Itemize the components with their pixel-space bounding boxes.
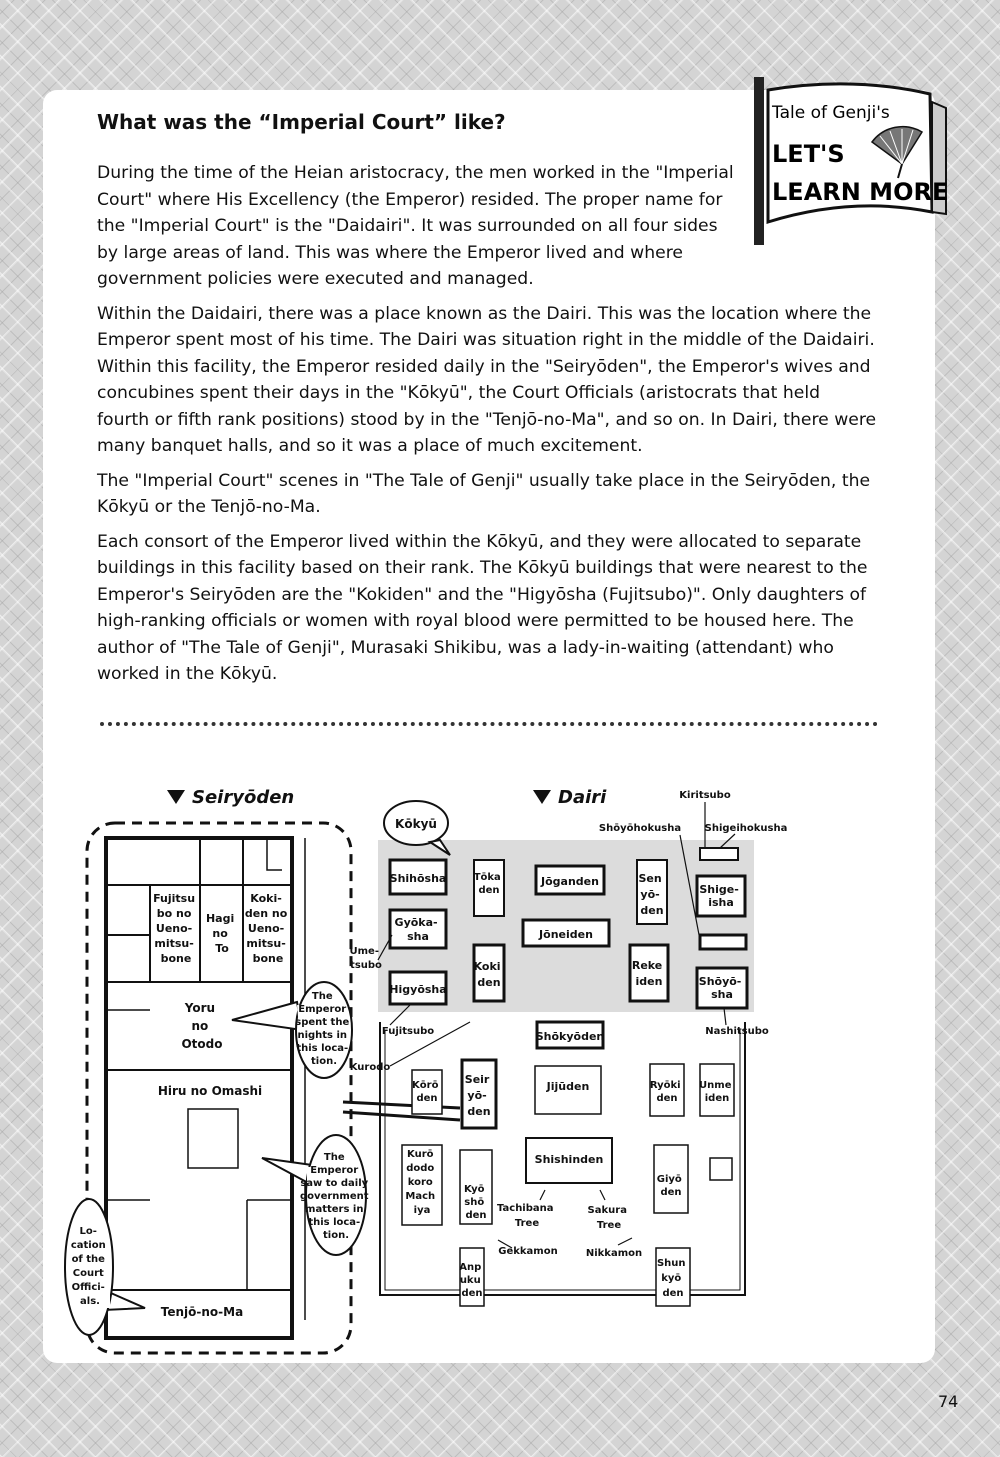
room-yoru-no-otodo: Yoru no Otodo <box>181 1001 223 1051</box>
svg-text:Ryōki den: Ryōki den <box>649 1080 681 1104</box>
svg-text:Shun kyō den: Shun kyō den <box>656 1258 686 1299</box>
label-nikkamon: Nikkamon <box>585 1248 643 1259</box>
building-shoyohokusha <box>700 935 746 949</box>
svg-text:Shishinden: Shishinden <box>534 1153 604 1166</box>
svg-text:Reke iden: Reke iden <box>631 959 663 988</box>
room-hagi-no-to: Hagi no To <box>205 912 235 955</box>
label-umetsubo: Ume- tsubo <box>349 946 382 971</box>
building-kokiden <box>474 945 504 1001</box>
label-kurodo: Kurodo <box>349 1062 391 1073</box>
svg-text:Shōyō- sha: Shōyō- sha <box>698 975 742 1001</box>
label-gekkamon: Gekkamon <box>498 1246 558 1257</box>
svg-text:Anp uku den: Anp uku den <box>459 1262 483 1299</box>
label-kiritsubo: Kiritsubo <box>679 790 731 801</box>
svg-text:The Emperor sa: The Emperor saw to daily government matters in this loca- tion. <box>300 1152 369 1241</box>
dairi-map <box>350 787 788 1306</box>
svg-text:Lo- cation of: Lo- cation of the Court Offici- als. <box>70 1226 106 1307</box>
svg-text:Shige- isha: Shige- isha <box>699 883 739 909</box>
paragraph-kokyu: Each consort of the Emperor lived within the Kōkyū, and they were allocated to separate buildings in this facility based on their rank. The Kōkyū buildings that were nearest to the Emperor's Seiryōden are the "Kokiden" and the "Higyōsha (Fujitsubo)". Only daughters of high-ranking officials or women with royal blood were permitted to be housed here. The author of "The Tale of Genji", Murasaki Shikibu, was a lady-in-waiting (attendant) who worked in the Kōkyū. <box>97 531 868 684</box>
svg-text:Tōka den: Tōka den <box>473 872 501 896</box>
svg-text:Kōrō den: Kōrō den <box>412 1080 439 1104</box>
svg-text:Shihōsha: Shihōsha <box>389 872 447 885</box>
page-title: What was the “Imperial Court” like? <box>97 110 506 134</box>
callout-court-officials <box>65 1199 145 1335</box>
label-shigeihokusha: Shigeihokusha <box>704 823 788 834</box>
svg-text:Seir yō- den: Seir yō- den <box>464 1073 491 1118</box>
building-rekeiden <box>630 945 668 1001</box>
svg-text:Jōneiden: Jōneiden <box>539 928 593 941</box>
svg-text:Gyōka- sha: Gyōka- sha <box>394 916 438 943</box>
label-nashitsubo: Nashitsubo <box>705 1026 769 1037</box>
paragraph-scenes: The "Imperial Court" scenes in "The Tale of Genji" usually take place in the Seiryōden, the Kōkyū or the Tenjō-no-Ma. <box>97 470 871 517</box>
paragraph-daidairi: During the time of the Heian aristocracy, the men worked in the "Imperial Court" where His Excellency (the Emperor) resided. The proper name for the "Imperial Court" is the "Daidairi". It was surrounded on all four sides by large areas of land. This was where the Emperor lived and where government policies were executed and managed. <box>97 163 734 289</box>
svg-text:The Emperor sp: The Emperor spent the nights in this loca- tion. <box>295 991 350 1067</box>
svg-text:Shōkyōden: Shōkyōden <box>535 1030 605 1043</box>
svg-text:Higyōsha: Higyōsha <box>389 983 447 996</box>
triangle-marker-icon <box>167 790 185 804</box>
banner-line3: LEARN MORE <box>772 178 949 206</box>
label-fujitsubo: Fujitsubo <box>381 1026 435 1037</box>
label-tachibana-tree: Tachibana Tree <box>496 1203 554 1229</box>
banner-line2: LET'S <box>772 140 845 168</box>
svg-text:Kōkyū: Kōkyū <box>395 817 437 831</box>
dairi-heading: Dairi <box>558 787 607 808</box>
room-fujitsubo-ueno-mitsubone: Fujitsu bo no Ueno- mitsu- bone <box>153 892 196 965</box>
svg-text:Unme iden: Unme iden <box>699 1080 732 1104</box>
triangle-marker-icon <box>533 790 551 804</box>
svg-text:Sen yō- den: Sen yō- den <box>638 872 664 917</box>
room-hiru-no-omashi: Hiru no Omashi <box>157 1084 263 1098</box>
building-kiritsubo <box>700 848 738 860</box>
svg-text:Koki den: Koki den <box>473 960 501 989</box>
svg-text:Jōganden: Jōganden <box>541 875 599 888</box>
page-number: 74 <box>938 1392 959 1411</box>
svg-text:Giyō den: Giyō den <box>656 1174 682 1198</box>
room-kokiden-ueno-mitsubone: Koki- den no Ueno- mitsu- bone <box>244 892 288 965</box>
label-sakura-tree: Sakura Tree <box>587 1205 627 1231</box>
svg-text:Kyō shō den: Kyō shō den <box>464 1184 487 1221</box>
banner-line1: Tale of Genji's <box>772 103 890 123</box>
svg-text:Kurō dodo koro: Kurō dodo koro Mach iya <box>405 1149 436 1216</box>
callout-daily-government <box>262 1135 372 1255</box>
building-koroden <box>412 1070 442 1114</box>
label-shoyohokusha: Shōyōhokusha <box>598 823 682 834</box>
hiru-no-omashi-dais <box>188 1109 238 1168</box>
seiryoden-map <box>65 787 372 1353</box>
room-tenjo-no-ma: Tenjō-no-Ma <box>160 1305 244 1319</box>
seiryoden-heading: Seiryōden <box>192 787 295 808</box>
svg-text:Jijūden: Jijūden <box>546 1080 590 1093</box>
paragraph-dairi: Within the Daidairi, there was a place known as the Dairi. This was the location where the Emperor spent most of his time. The Dairi was situation right in the middle of the Daidairi. Within this facility, the Emperor resided daily in the "Seiryōden", the Emperor's wives and concubines spent their days in the "Kōkyū", the Court Officials (aristocrats that held fourth or fifth rank positions) stood by in the "Tenjō-no-Ma", and so on. In Dairi, there were many banquet halls, and so it was a place of much excitement. <box>97 303 877 456</box>
